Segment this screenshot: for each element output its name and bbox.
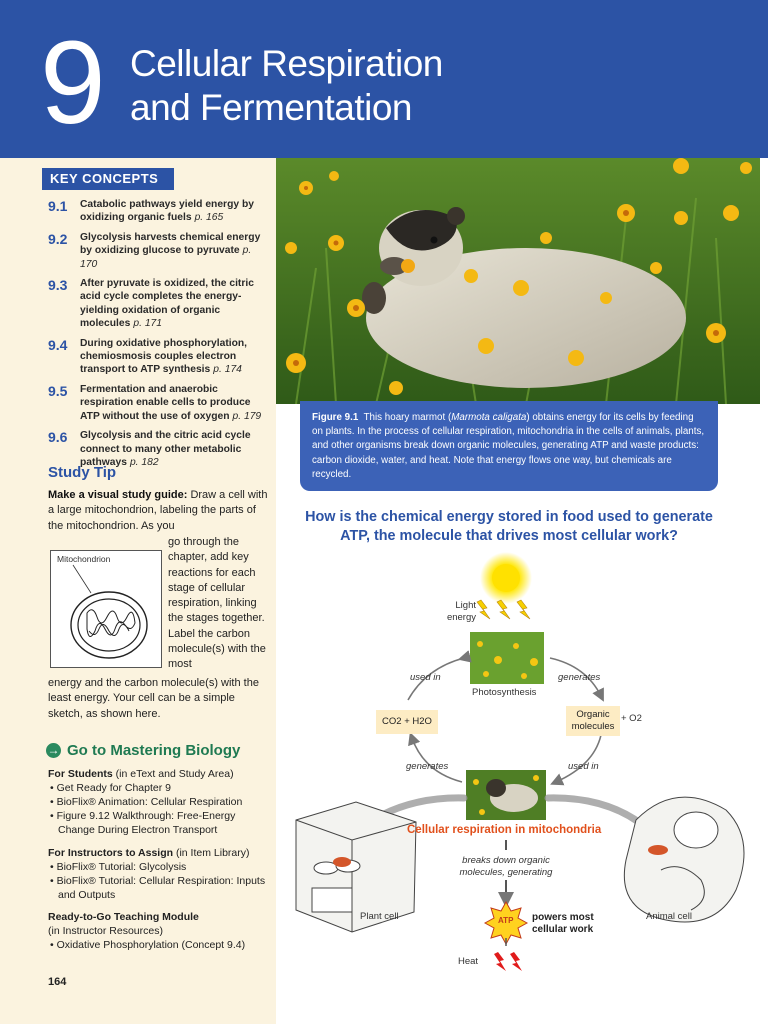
module-sub: (in Instructor Resources) [48,925,163,937]
heat-label: Heat [458,956,479,967]
resource-item[interactable]: • Oxidative Phosphorylation (Concept 9.4) [50,939,246,951]
key-concept-number: 9.5 [48,382,68,399]
mastering-title: Go to Mastering Biology [67,742,241,759]
key-concept-item [48,231,270,271]
study-tip-bottom-text: energy and the carbon molecule(s) with the least energy. Your cell can be a simple sketch, as shown here. [48,677,259,720]
key-concept-text: Glycolysis and the citric acid cycle connect to many other metabolic pathways [80,430,251,468]
study-tip-lead [48,488,270,534]
guiding-question: How is the chemical energy stored in food used to generate ATP, the molecule that drives most cellular work? [305,509,713,544]
generates-label: generates [558,672,601,683]
key-concept-page: p. 170 [80,245,252,270]
cellular-respiration-label: Cellular respiration in mitochondria [407,824,602,836]
study-tip-lead-text: Draw a cell with a large mitochondrion, labeling the parts of the mitochondrion. As you [48,489,268,532]
used-in-label: used in [568,761,599,772]
marmot-photo [276,158,760,404]
key-concept-page: p. 165 [194,212,224,224]
chapter-header [0,0,768,158]
key-concept-item [48,337,270,377]
resource-item[interactable]: • BioFlix® Tutorial: Glycolysis [50,861,187,873]
generates-label: generates [406,761,449,772]
plus-o2-label: + O2 [621,713,642,724]
key-concept-number: 9.4 [48,336,68,353]
instructors-sub: (in Item Library) [175,847,250,859]
key-concept-number: 9.6 [48,429,68,446]
key-concept-number: 9.1 [48,198,68,214]
powers-label: powers most cellular work [532,912,594,935]
caption-species: Marmota caligata [451,412,527,423]
key-concept-item [48,198,270,225]
arrow-right-icon: → [47,743,60,757]
resource-item[interactable]: • BioFlix® Animation: Cellular Respiration [50,796,243,808]
key-concept-text: Glycolysis harvests chemical energy by oxidizing glucose to pyruvate [80,231,261,257]
module-heading: Ready-to-Go Teaching Module [48,911,199,923]
key-concept-page: p. 171 [133,318,163,330]
resource-item[interactable]: • Get Ready for Chapter 9 [50,782,171,794]
chapter-title-line1: Cellular Respiration [130,43,443,84]
figure-label: Figure 9.1 [312,412,359,423]
mitochondrion-drawing [51,551,163,669]
students-sub: (in eText and Study Area) [115,768,234,780]
figure-caption [300,401,718,491]
heat-icon [494,952,522,971]
key-concept-text: Catabolic pathways yield energy by oxidizing organic fuels [80,199,254,224]
key-concepts-list [48,198,270,475]
breaks-down-label: breaks down organic molecules, generating [459,855,553,878]
animal-cell-label: Animal cell [646,911,692,922]
marmot-image [276,158,760,404]
students-heading: For Students [48,768,113,780]
light-energy-label: Light energy [446,600,476,623]
animal-cell-drawing [624,797,744,922]
study-tip-title: Study Tip [48,464,117,481]
photosynthesis-label: Photosynthesis [472,687,537,698]
energy-flow-diagram [276,550,768,990]
key-concept-item [48,383,270,423]
module-resources [48,910,274,952]
students-resources [48,767,274,837]
key-concept-number: 9.3 [48,277,68,294]
organic-molecules-box: Organic molecules [566,706,620,736]
sidebar [0,158,276,1024]
mitochondrion-sketch [50,550,162,668]
key-concept-text: During oxidative phosphorylation, chemiosmosis couples electron transport to ATP synthesis [80,337,248,376]
key-concepts-heading: KEY CONCEPTS [42,168,174,190]
key-concept-number: 9.2 [48,230,68,247]
mitochondrion-label: Mitochondrion [57,554,111,564]
key-concept-text: After pyruvate is oxidized, the citric acid cycle completes the energy-yielding oxidation of organic molecules [80,278,254,330]
atp-label: ATP [498,916,514,925]
resource-item[interactable]: • Figure 9.12 Walkthrough: Free-Energy Change During Electron Transport [50,810,236,836]
key-concept-text: Fermentation and anaerobic respiration enable cells to produce ATP without the use of oxygen [80,383,251,422]
study-tip-lead-bold: Make a visual study guide: [48,489,188,501]
co2-h2o-box: CO2 + H2O [376,710,438,734]
resource-item[interactable]: • BioFlix® Tutorial: Cellular Respiration: Inputs and Outputs [50,875,266,901]
mastering-link[interactable] [46,742,240,759]
key-concept-page: p. 179 [232,410,262,422]
caption-text-before: This hoary marmot ( [363,412,452,423]
key-concept-item [48,277,270,331]
instructors-resources [48,846,274,902]
study-tip-right-text: go through the chapter, add key reactions for each stage of cellular respiration, linking the stages together. Label the carbon molecule(s) with the most [168,536,266,671]
page-number: 164 [48,976,67,988]
diagram-graphics [276,550,768,990]
caption-text-after: ) obtains energy for its cells by feeding on plants. In the process of cellular respiration, mitochondria in the cells of animals, plants, and other organisms break down organic molecules, generating ATP and waste products: carbon dioxide, water, and heat. Note that energy flows one way, but chemicals are recycled. [312,412,705,480]
light-bolts-icon [477,600,530,619]
chapter-title [130,42,443,130]
plant-cell-label: Plant cell [360,911,399,922]
instructors-heading: For Instructors to Assign [48,847,174,859]
used-in-label: used in [410,672,441,683]
chapter-title-line2: and Fermentation [130,87,413,128]
key-concept-page: p. 174 [213,364,242,376]
field-image [470,632,544,684]
key-concept-page: p. 182 [129,456,159,468]
chapter-number: 9 [40,17,102,149]
